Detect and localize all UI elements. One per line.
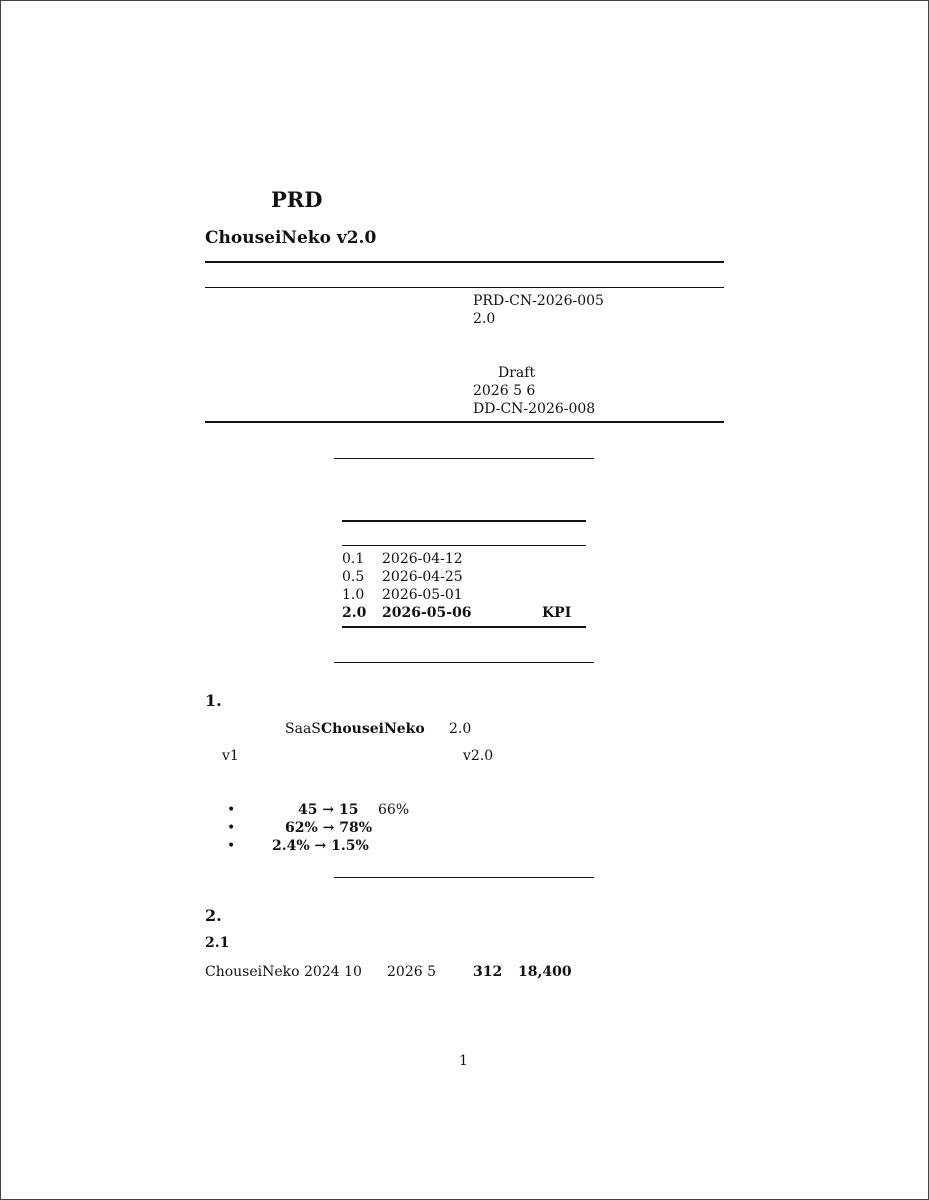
bullet-value: 45 → 15	[298, 802, 359, 818]
section-1-product-name: ChouseiNeko	[321, 721, 425, 737]
meta-version: 2.0	[473, 311, 496, 327]
section-2-1-heading: 2.1	[205, 935, 230, 951]
section-divider	[334, 458, 594, 459]
meta-doc-id: PRD-CN-2026-005	[473, 293, 604, 309]
document-title: PRD	[271, 187, 323, 212]
revision-version: 1.0	[342, 587, 365, 603]
meta-status: Draft	[498, 365, 536, 381]
section-2-heading: 2.	[205, 906, 222, 925]
section-1-text: SaaS	[285, 721, 321, 737]
meta-table-bottom-rule	[205, 421, 724, 423]
section-1-text: v1	[222, 748, 239, 764]
section-divider	[334, 877, 594, 878]
section-divider	[334, 662, 594, 663]
bullet-icon: •	[227, 838, 236, 854]
revision-date: 2026-04-25	[382, 569, 463, 585]
meta-table-header-rule	[205, 287, 724, 288]
document-subtitle: ChouseiNeko v2.0	[205, 228, 377, 248]
section-2-number: 18,400	[518, 964, 572, 980]
section-1-text: 2.0	[449, 721, 472, 737]
revision-version: 2.0	[342, 605, 367, 621]
page-number: 1	[459, 1053, 468, 1069]
meta-design-doc-ref: DD-CN-2026-008	[473, 401, 596, 417]
revision-version: 0.5	[342, 569, 365, 585]
bullet-icon: •	[227, 802, 236, 818]
bullet-icon: •	[227, 820, 236, 836]
revision-table-top-rule	[342, 520, 586, 522]
revision-note: KPI	[542, 605, 572, 621]
meta-table-top-rule	[205, 261, 724, 263]
section-2-product-name: ChouseiNeko	[205, 964, 300, 980]
revision-version: 0.1	[342, 551, 365, 567]
section-2-number: 312	[473, 964, 503, 980]
bullet-value: 62% → 78%	[285, 820, 373, 836]
revision-date: 2026-04-12	[382, 551, 463, 567]
section-2-date: 2024 10	[304, 964, 362, 980]
revision-table-header-rule	[342, 545, 586, 546]
revision-date: 2026-05-01	[382, 587, 463, 603]
meta-date: 2026 5 6	[473, 383, 536, 399]
section-1-heading: 1.	[205, 691, 222, 710]
section-1-text: v2.0	[463, 748, 494, 764]
revision-table-bottom-rule	[342, 626, 586, 628]
revision-date: 2026-05-06	[382, 605, 472, 621]
bullet-value: 2.4% → 1.5%	[272, 838, 369, 854]
bullet-extra: 66%	[378, 802, 410, 818]
section-2-date: 2026 5	[387, 964, 436, 980]
